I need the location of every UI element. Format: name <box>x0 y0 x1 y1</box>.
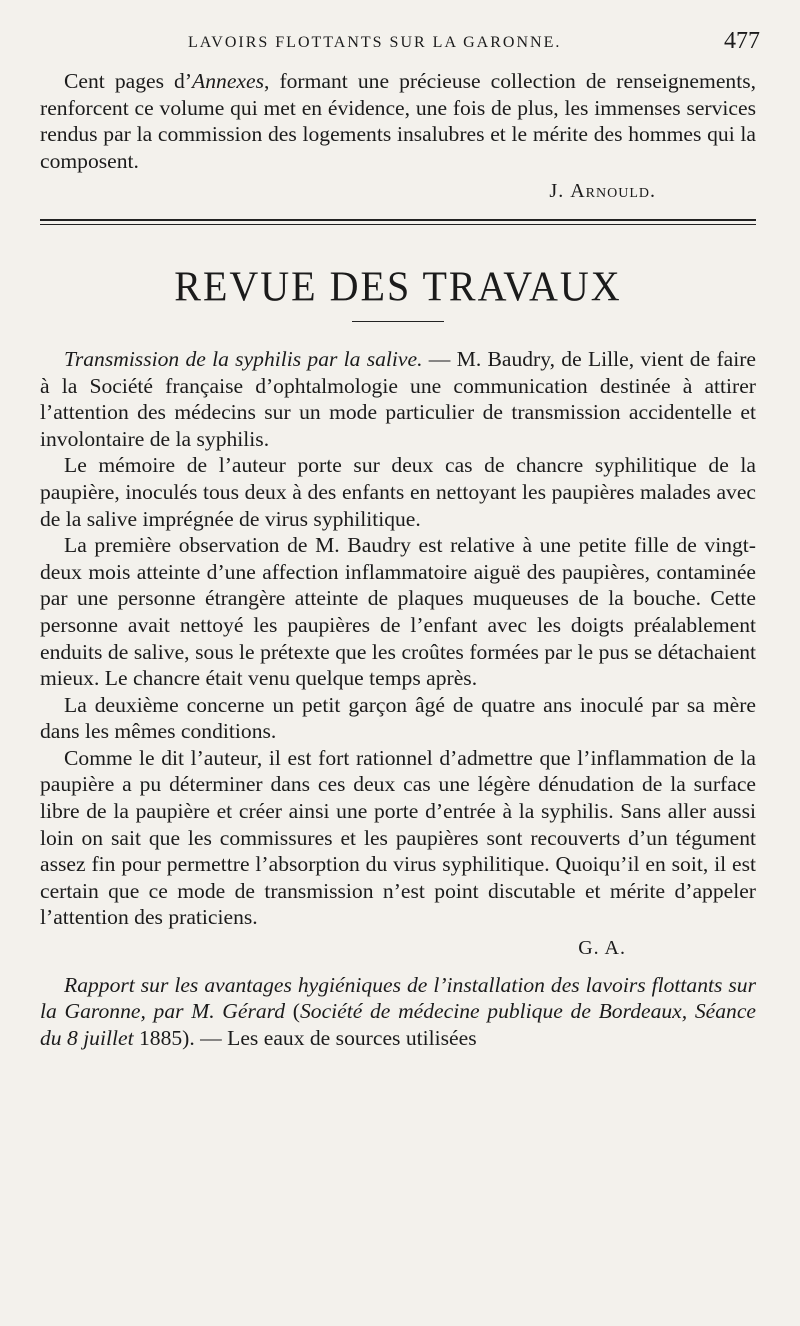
text-span: ). — Les eaux de sources utilisées <box>182 1025 477 1050</box>
text-span: Cent pages d’ <box>64 69 193 93</box>
heading-underline <box>352 321 444 322</box>
previous-article-signature <box>40 178 656 205</box>
article2-title: Rapport sur les avantages hygiéniques de l’installation des lavoirs flottants sur la Garonne, par M. Gérard <box>40 972 756 1024</box>
text-span: , formant une précieuse collection de renseignements, renforcent ce volume qui met en évidence, une fois de plus, les immenses services rendus par la commission des logements insalubres et le mérite des hommes qui la composent. <box>40 69 757 173</box>
signature-name: Arnould. <box>570 180 656 203</box>
text-span: 1885 <box>133 1025 183 1050</box>
text-span: — M. Baudry, de Lille, vient de faire à la Société française d’ophtalmologie une communication destinée à attirer l’attention des médecins sur un mode particulier de transmission accidentelle et involontaire de la syphilis. <box>40 346 756 451</box>
double-rule-divider <box>40 219 756 225</box>
article2-source: Société de médecine publique de Bordeaux, Séance du 8 juillet <box>40 999 756 1050</box>
article1-paragraph-1 <box>40 346 756 452</box>
article1-paragraph-5: Comme le dit l’auteur, il est fort rationnel d’admettre que l’inflammation de la paupière a pu déterminer dans ces deux cas une légère dénudation de la surface libre de la paupière et créer ainsi une porte d’entrée à la syphilis. Sans aller aussi loin on sait que les commissures et les paupières sont recouverts d’un tégument assez fin pour permettre l’absorption du virus syphilitique. Quoiqu’il en soit, il est certain que ce mode de transmission n’est point discutable et mérite d’appeler l’attention des praticiens. <box>40 745 756 930</box>
article2-paragraph-1 <box>40 972 756 1052</box>
article1-paragraph-2: Le mémoire de l’auteur porte sur deux cas de chancre syphilitique de la paupière, inoculés tous deux à des enfants en nettoyant les paupières malades avec de la salive imprégnée de virus syphilitique. <box>40 453 756 531</box>
article1-title: Transmission de la syphilis par la salive. <box>64 346 423 371</box>
article1-signature: G. A. <box>578 937 626 960</box>
page-body <box>40 68 756 1051</box>
running-head <box>40 28 760 60</box>
annexes-italic: Annexes <box>192 69 264 93</box>
previous-article-closing-paragraph <box>40 68 756 174</box>
signature-initial: J. <box>549 180 571 203</box>
section-heading: REVUE DES TRAVAUX <box>174 262 622 311</box>
text-span: ( <box>285 999 300 1024</box>
page-number: 477 <box>724 28 760 54</box>
running-title: LAVOIRS FLOTTANTS SUR LA GARONNE. <box>188 34 562 51</box>
article1-paragraph-4: La deuxième concerne un petit garçon âgé de quatre ans inoculé par sa mère dans les mêmes conditions. <box>40 692 756 744</box>
article1-paragraph-3: La première observation de M. Baudry est relative à une petite fille de vingt-deux mois atteinte d’une affection inflammatoire aiguë des paupières, contaminée par une personne étrangère atteinte de plaques muqueuses de la bouche. Cette personne avait nettoyé les paupières de l’enfant avec les doigts préalablement enduits de salive, sous le prétexte que les croûtes formées par le pus se détachaient mieux. Le chancre était venu quelque temps après. <box>40 533 756 691</box>
